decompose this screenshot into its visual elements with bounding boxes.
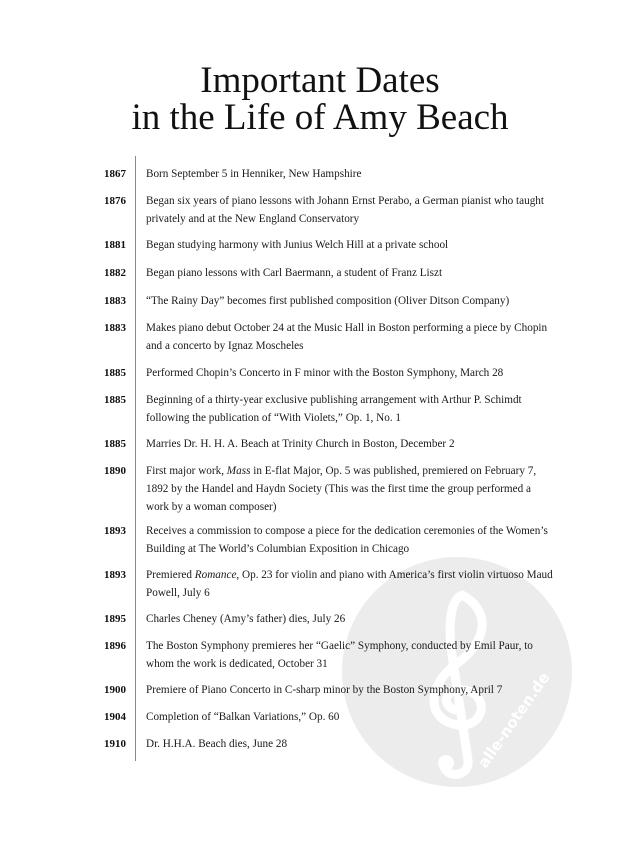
- entry-year: 1896: [104, 640, 126, 652]
- page-title: [0, 62, 640, 136]
- entry-year: 1885: [104, 438, 126, 450]
- entry-text: Performed Chopin’s Concerto in F minor with the Boston Symphony, March 28: [146, 367, 504, 379]
- entry-text: Beginning of a thirty-year exclusive publishing arrangement with Arthur P. Schimdt following the publication of “With Violets,” Op. 1, No. 1: [146, 394, 522, 424]
- entry-year: 1893: [104, 569, 126, 581]
- entry-year: 1904: [104, 711, 126, 723]
- page-title-line-1: Important Dates: [200, 60, 440, 101]
- page-title-line-2: in the Life of Amy Beach: [131, 97, 509, 138]
- entry-text: [146, 566, 556, 602]
- entry-year: 1890: [104, 465, 126, 477]
- entry-year: 1910: [104, 738, 126, 750]
- entry-text: Dr. H.H.A. Beach dies, June 28: [146, 738, 288, 750]
- entry-year: 1882: [104, 267, 126, 279]
- watermark-text: alle-noten.de: [474, 668, 554, 772]
- timeline-divider: [135, 156, 136, 761]
- entry-text: Began piano lessons with Carl Baermann, a student of Franz Liszt: [146, 267, 443, 279]
- entry-text-italic: Mass: [226, 465, 251, 477]
- entry-year: 1881: [104, 239, 126, 251]
- entry-text-part: , Op. 23 for violin and piano with America’s first violin virtuoso Maud Powell, July 6: [146, 569, 553, 599]
- entry-year: 1885: [104, 394, 126, 406]
- entry-text-part: Premiered: [146, 569, 195, 581]
- entry-year: 1900: [104, 684, 126, 696]
- entry-text-italic: Romance: [194, 569, 237, 581]
- entry-text: Makes piano debut October 24 at the Music Hall in Boston performing a piece by Chopin and a concerto by Ignaz Moscheles: [146, 322, 548, 352]
- entry-text: Marries Dr. H. H. A. Beach at Trinity Church in Boston, December 2: [146, 438, 455, 450]
- entry-text: Began six years of piano lessons with Johann Ernst Perabo, a German pianist who taught privately and at the New England Conservatory: [146, 195, 545, 225]
- entry-text: “The Rainy Day” becomes first published composition (Oliver Ditson Company): [146, 295, 510, 307]
- entry-year: 1895: [104, 613, 126, 625]
- entry-year: 1885: [104, 367, 126, 379]
- entry-year: 1883: [104, 322, 126, 334]
- entry-text: [146, 462, 556, 516]
- entry-text-part: in E-flat Major, Op. 5 was published, premiered on February 7, 1892 by the Handel and Haydn Society (This was the first time the group performed a work by a woman composer): [146, 465, 537, 513]
- entry-text: Charles Cheney (Amy’s father) dies, July 26: [146, 613, 346, 625]
- entry-text: The Boston Symphony premieres her “Gaelic” Symphony, conducted by Emil Paur, to whom the work is dedicated, October 31: [146, 640, 533, 670]
- entry-year: 1883: [104, 295, 126, 307]
- entry-text: Premiere of Piano Concerto in C-sharp minor by the Boston Symphony, April 7: [146, 684, 503, 696]
- entry-text: Receives a commission to compose a piece for the dedication ceremonies of the Women’s Building at The World’s Columbian Exposition in Chicago: [146, 525, 548, 555]
- entry-year: 1893: [104, 525, 126, 537]
- entry-year: 1867: [104, 168, 126, 180]
- entry-text: Born September 5 in Henniker, New Hampshire: [146, 168, 362, 180]
- entry-text: Completion of “Balkan Variations,” Op. 60: [146, 711, 340, 723]
- entry-year: 1876: [104, 195, 126, 207]
- entry-text-part: First major work,: [146, 465, 227, 477]
- entry-text: Began studying harmony with Junius Welch Hill at a private school: [146, 239, 449, 251]
